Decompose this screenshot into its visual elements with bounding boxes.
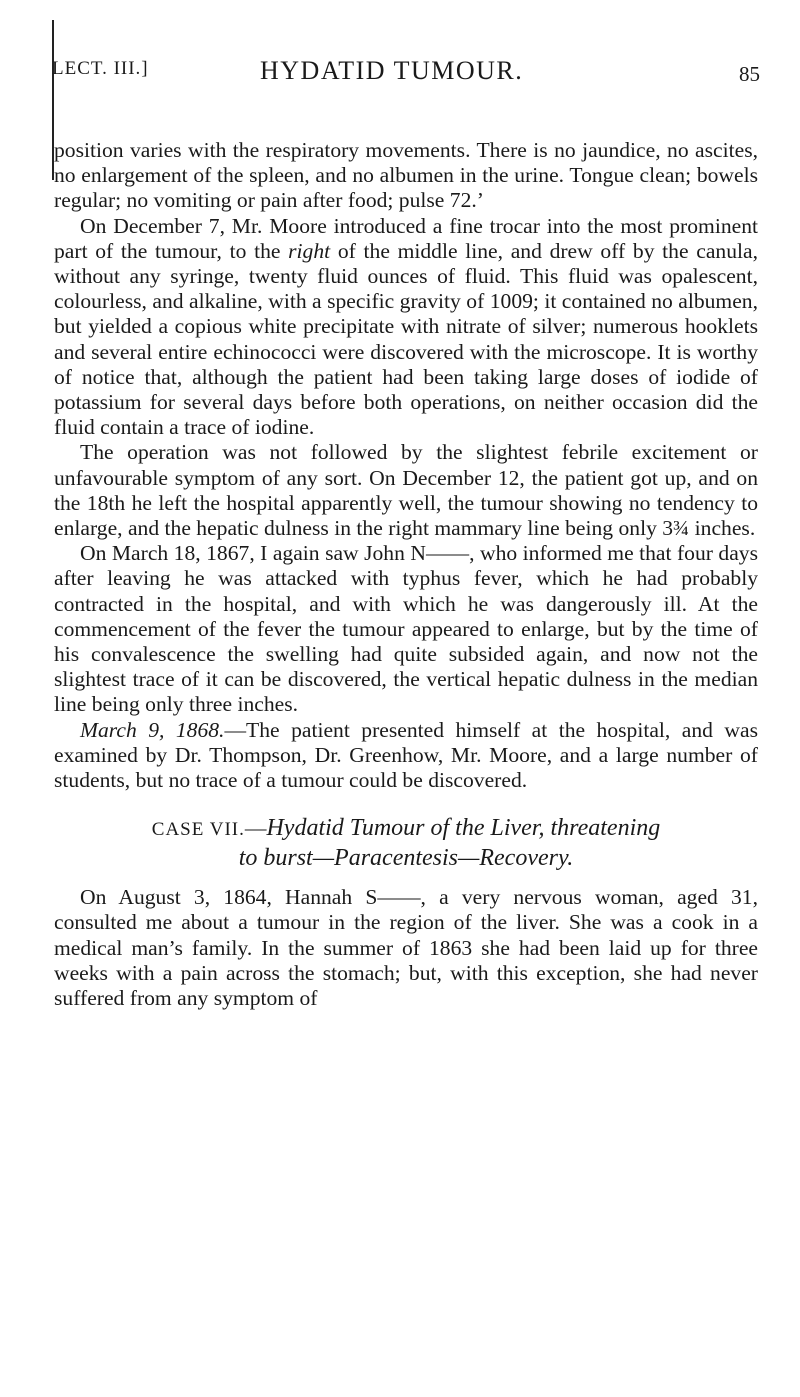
emphasis-right: right [288, 238, 331, 263]
paragraph-continuation: position varies with the respiratory movements. There is no jaundice, no ascites, no enlargement of the spleen, and no albumen in the urine. Tongue clean; bowels regular; no vomiting or pain after food; pulse 72.’ [54, 138, 758, 213]
paragraph-case-vii-history: On August 3, 1864, Hannah S——, a very nervous woman, aged 31, consulted me about a tumour in the region of the liver. She was a cook in a medical man’s family. In the summer of 1863 she had been laid up for three weeks with a pain across the stomach; but, with this exception, she had never suffered from any symptom of [54, 885, 758, 1011]
paragraph-operation-outcome: The operation was not followed by the slightest febrile excitement or unfavourable symptom of any sort. On December 12, the patient got up, and on the 18th he left the hospital apparently well, the tumour showing no tendency to enlarge, and the hepatic dulness in the right mammary line being only 3¾ inches. [54, 440, 758, 541]
page-number: 85 [739, 62, 760, 86]
case-title: Hydatid Tumour of the Liver, threatening [266, 815, 661, 842]
book-page [50, 20, 762, 1380]
running-head [50, 58, 762, 98]
case-dash: — [244, 816, 267, 841]
paragraph-march-1868 [54, 718, 758, 794]
running-head-title: HYDATID TUMOUR. [260, 56, 524, 85]
case-heading [54, 815, 758, 843]
paragraph-text: —The patient presented himself at the hospital, and was examined by Dr. Thompson, Dr. Greenhow, Mr. Moore, and a large number of students, but no trace of a tumour could be discovered. [54, 717, 758, 793]
case-label: CASE VII. [151, 819, 245, 841]
paragraph-text-after: of the middle line, and drew off by the canula, without any syringe, twenty fluid ounces of fluid. This fluid was opalescent, colourless, and alkaline, with a specific gravity of 1009; it contained no albumen, but yielded a copious white precipitate with nitrate of silver; numerous hooklets and several entire echinococci were discovered with the microscope. It is worthy of notice that, although the patient had been taking large doses of iodide of potassium for several days before both operations, on neither occasion did the fluid contain a trace of iodine. [54, 238, 758, 440]
running-head-lecture: LECT. III.] [52, 58, 149, 79]
paragraph-december-7 [54, 214, 758, 441]
paragraph-march-1867: On March 18, 1867, I again saw John N——, who informed me that four days after leaving he was attacked with typhus fever, which he had probably contracted in the hospital, and with which he was dangerously ill. At the commencement of the fever the tumour appeared to enlarge, but by the time of his convalescence the swelling had quite subsided again, and now not the slightest trace of it can be discovered, the vertical hepatic dulness in the median line being only three inches. [54, 541, 758, 717]
body-text [54, 138, 758, 1011]
paragraph-text-before: On December 7, Mr. Moore introduced a fine trocar into the most prominent part of the tumour, to the [54, 213, 758, 263]
date-lead: March 9, 1868. [80, 717, 225, 742]
case-subtitle: to burst—Paracentesis—Recovery. [238, 845, 574, 872]
